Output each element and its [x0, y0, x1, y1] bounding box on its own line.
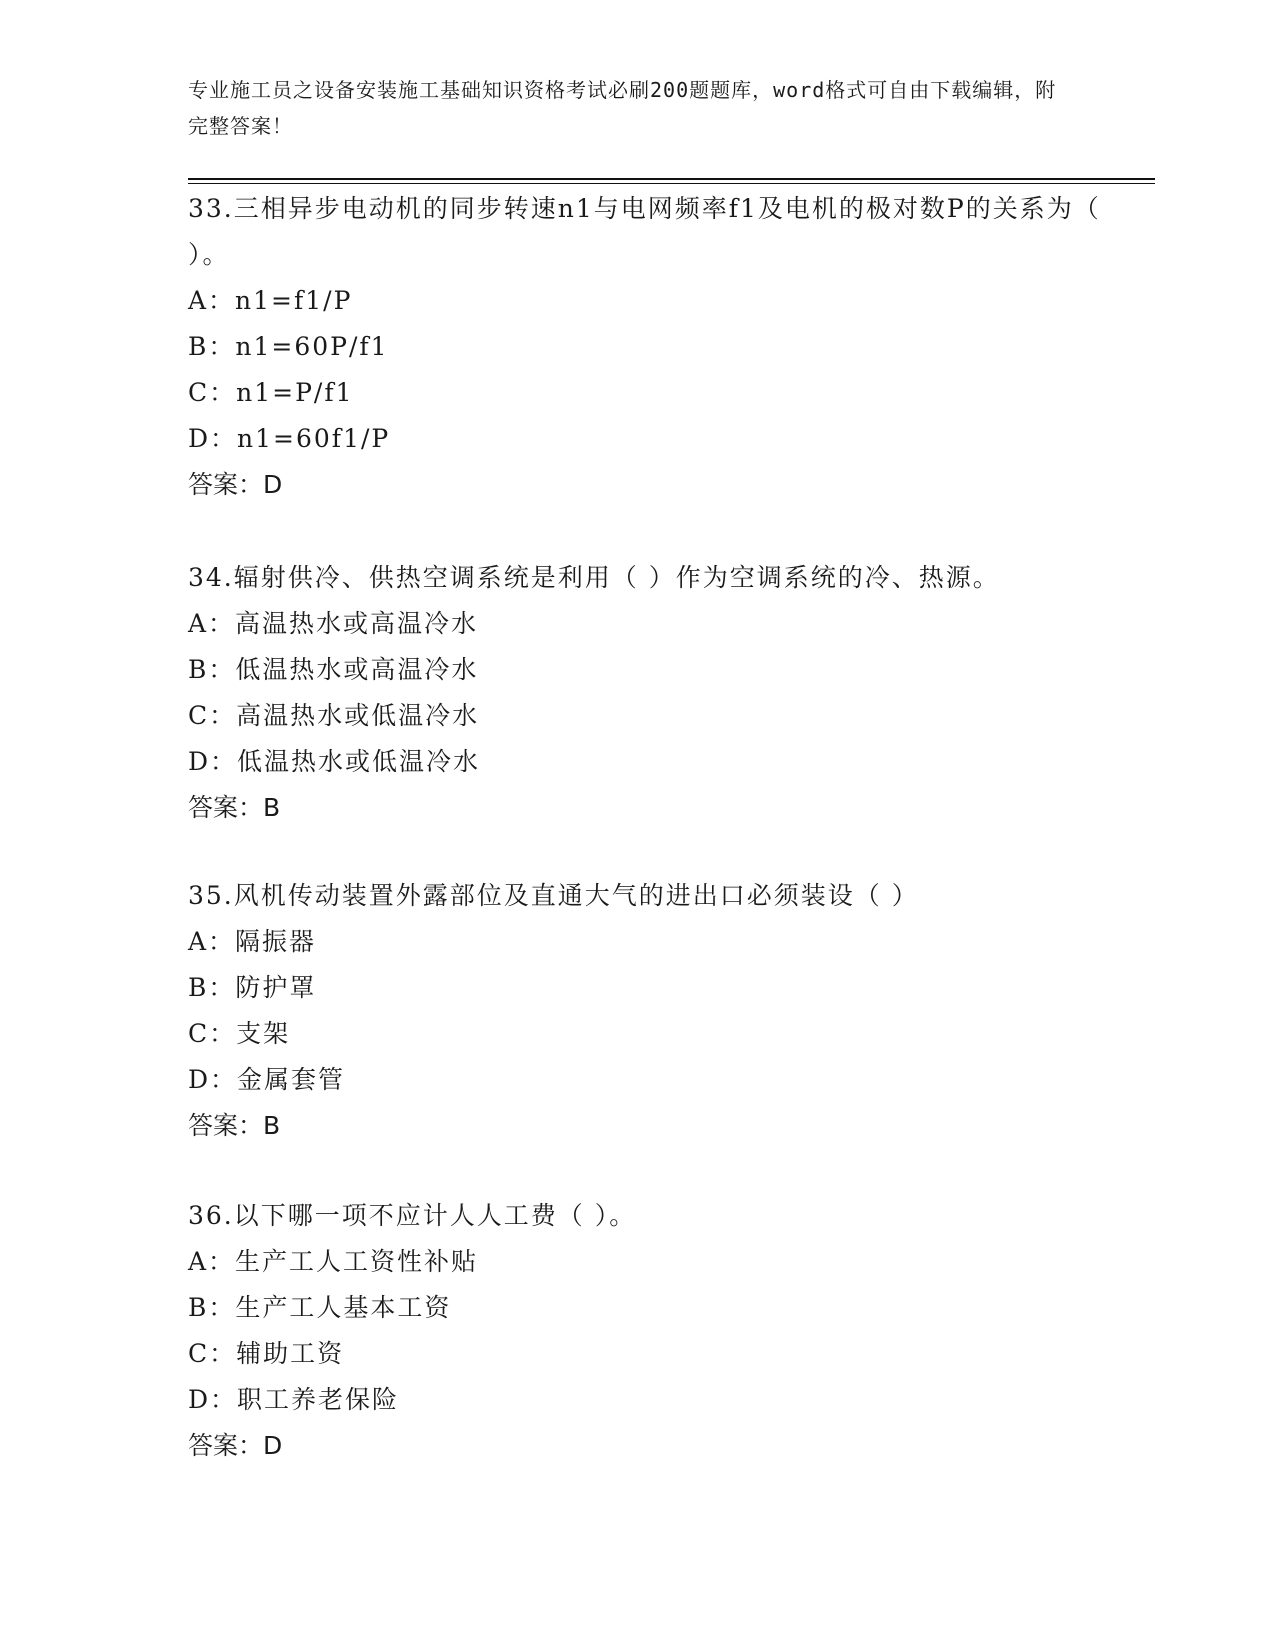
option-a: A：生产工人工资性补贴: [188, 1247, 479, 1276]
question-36: [188, 1193, 1108, 1469]
header-divider-bottom: [188, 183, 1155, 184]
option-b: B：生产工人基本工资: [188, 1293, 452, 1322]
question-35: [188, 873, 1108, 1149]
option-c: C：n1=P/f1: [188, 378, 354, 407]
option-d: D：金属套管: [188, 1065, 346, 1094]
document-header: 专业施工员之设备安装施工基础知识资格考试必刷200题题库，word格式可自由下载编辑，附完整答案！: [188, 78, 1057, 138]
option-c: C：辅助工资: [188, 1339, 345, 1368]
option-d: D：低温热水或低温冷水: [188, 747, 481, 776]
option-b: B：n1=60P/f1: [188, 332, 389, 361]
question-stem: 36.以下哪一项不应计人人工费（ ）。: [188, 1201, 637, 1230]
answer-label: 答案：B: [188, 793, 281, 822]
answer-label: 答案：D: [188, 470, 283, 499]
option-a: A：高温热水或高温冷水: [188, 609, 479, 638]
question-stem: 35.风机传动装置外露部位及直通大气的进出口必须装设（ ）: [188, 881, 919, 910]
option-a: A：n1=f1/P: [188, 286, 353, 315]
option-d: D：n1=60f1/P: [188, 424, 391, 453]
option-c: C：高温热水或低温冷水: [188, 701, 480, 730]
option-a: A：隔振器: [188, 927, 317, 956]
question-34: [188, 555, 1108, 831]
answer-label: 答案：B: [188, 1111, 281, 1140]
question-stem: 34.辐射供冷、供热空调系统是利用（ ）作为空调系统的冷、热源。: [188, 563, 1000, 592]
option-d: D：职工养老保险: [188, 1385, 400, 1414]
question-33: [188, 186, 1108, 508]
option-b: B：低温热水或高温冷水: [188, 655, 479, 684]
header-divider-top: [188, 178, 1155, 180]
question-stem: 33.三相异步电动机的同步转速n1与电网频率f1及电机的极对数P的关系为（ ）。: [188, 194, 1101, 269]
answer-label: 答案：D: [188, 1431, 283, 1460]
option-c: C：支架: [188, 1019, 291, 1048]
option-b: B：防护罩: [188, 973, 317, 1002]
